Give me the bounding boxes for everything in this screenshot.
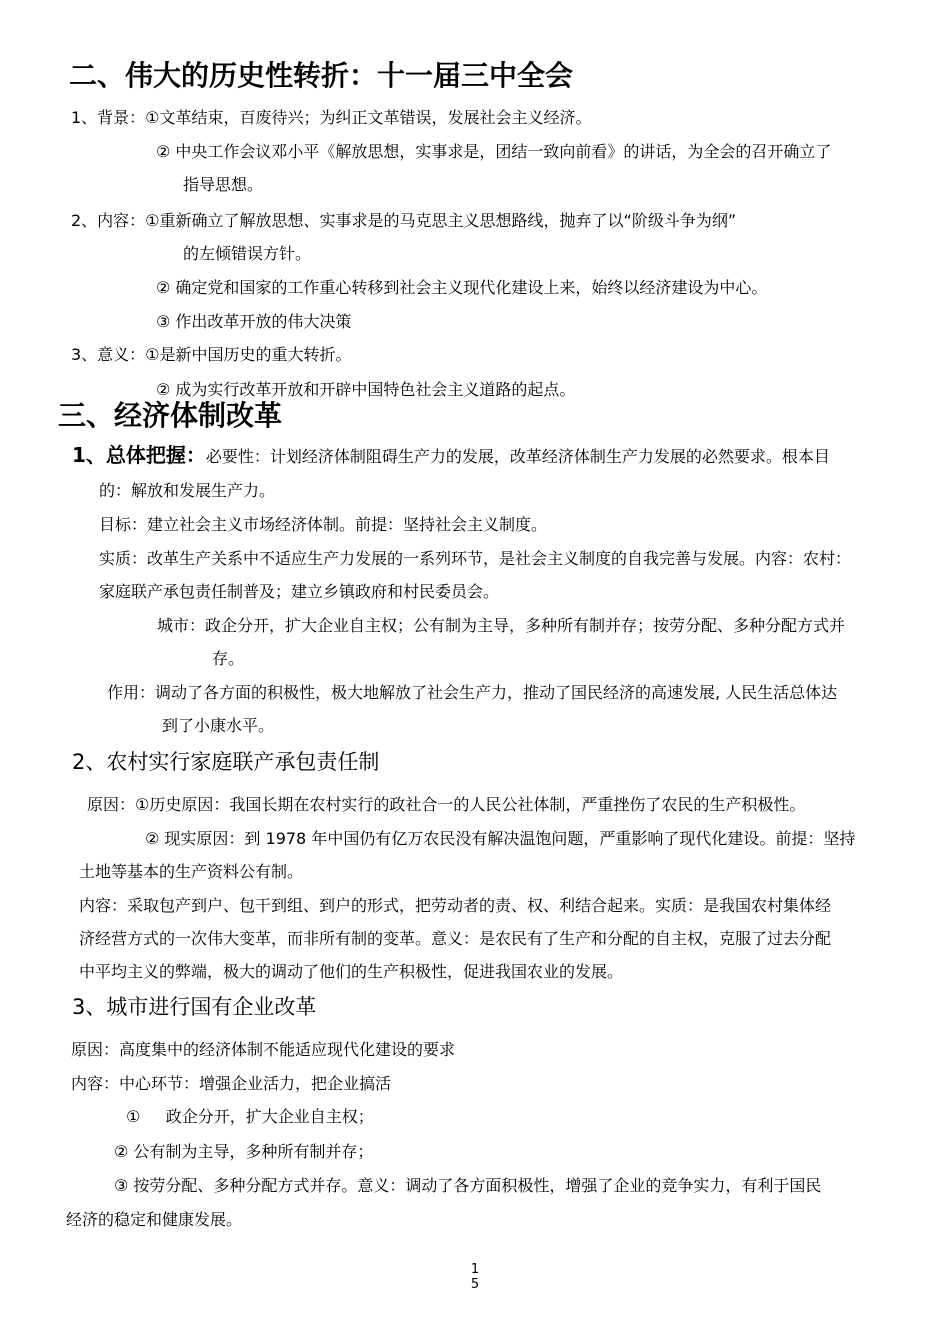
paragraph-line: 的：解放和发展生产力。 [99,481,276,500]
section-title: 二、伟大的历史性转折：十一届三中全会 [69,59,574,92]
paragraph-line: 2、内容：①重新确立了解放思想、实事求是的马克思主义思想路线，抛弃了以“阶级斗争为纲” [71,211,737,230]
paragraph-line: 的左倾错误方针。 [183,244,312,263]
paragraph-line: 济经营方式的一次伟大变革，而非所有制的变革。意义：是农民有了生产和分配的自主权，克服了过去分配 [79,929,832,948]
paragraph-line: ③ 按劳分配、多种分配方式并存。意义：调动了各方面积极性，增强了企业的竞争实力，有利于国民 [114,1176,822,1195]
section-title: 三、经济体制改革 [58,399,283,432]
paragraph-line: 目标：建立社会主义市场经济体制。前提：坚持社会主义制度。 [99,515,548,534]
subsection-heading: 2、农村实行家庭联产承包责任制 [72,750,380,774]
paragraph-line: 存。 [212,649,245,668]
paragraph-line: 作用：调动了各方面的积极性，极大地解放了社会生产力，推动了国民经济的高速发展, 人民生活总体达 [107,683,838,702]
paragraph-line: 指导思想。 [183,175,264,194]
paragraph-line: 经济的稳定和健康发展。 [66,1210,243,1229]
subsection-heading: 3、城市进行国有企业改革 [72,995,317,1019]
paragraph-line: 实质：改革生产关系中不适应生产力发展的一系列环节，是社会主义制度的自我完善与发展。内容：农村： [99,549,852,568]
paragraph-line: 内容：采取包产到户、包干到组、到户的形式，把劳动者的责、权、利结合起来。实质：是我国农村集体经 [79,896,832,915]
paragraph-line: 土地等基本的生产资料公有制。 [79,862,304,881]
paragraph-line: ② 成为实行改革开放和开辟中国特色社会主义道路的起点。 [156,380,576,399]
paragraph-line: ② 公有制为主导，多种所有制并存； [114,1142,374,1161]
paragraph-line: 城市：政企分开，扩大企业自主权；公有制为主导，多种所有制并存；按劳分配、多种分配方式并 [157,616,846,635]
paragraph-line: 原因：①历史原因：我国长期在农村实行的政社合一的人民公社体制，严重挫伤了农民的生产积极性。 [87,795,806,814]
paragraph-line: ③ 作出改革开放的伟大决策 [156,312,352,331]
paragraph-line: 内容：中心环节：增强企业活力，把企业搞活 [71,1074,392,1093]
paragraph-line: 家庭联产承包责任制普及；建立乡镇政府和村民委员会。 [99,582,500,601]
subsection-heading: 1、总体把握： [72,443,206,467]
paragraph-text: 必要性：计划经济体制阻碍生产力的发展，改革经济体制生产力发展的必然要求。根本目 [205,447,830,466]
paragraph-line: 原因：高度集中的经济体制不能适应现代化建设的要求 [71,1040,456,1059]
paragraph-line: 1、背景：①文革结束，百废待兴；为纠正文革错误，发展社会主义经济。 [71,108,592,127]
page-number-total: 5 [470,1277,480,1292]
paragraph-line: 到了小康水平。 [162,716,275,735]
paragraph-line: 中平均主义的弊端，极大的调动了他们的生产积极性，促进我国农业的发展。 [79,962,624,981]
paragraph-line: ② 中央工作会议邓小平《解放思想，实事求是，团结一致向前看》的讲话，为全会的召开确立了 [156,142,832,161]
page-number-current: 1 [470,1262,480,1277]
paragraph-line: ② 现实原因：到 1978 年中国仍有亿万农民没有解决温饱问题，严重影响了现代化建设。前提：坚持 [145,829,856,848]
paragraph-line: ② 确定党和国家的工作重心转移到社会主义现代化建设上来，始终以经济建设为中心。 [156,278,768,297]
subsection-line [72,441,830,469]
paragraph-line: ① 政企分开，扩大企业自主权； [126,1107,374,1126]
paragraph-line: 3、意义：①是新中国历史的重大转折。 [71,345,352,364]
